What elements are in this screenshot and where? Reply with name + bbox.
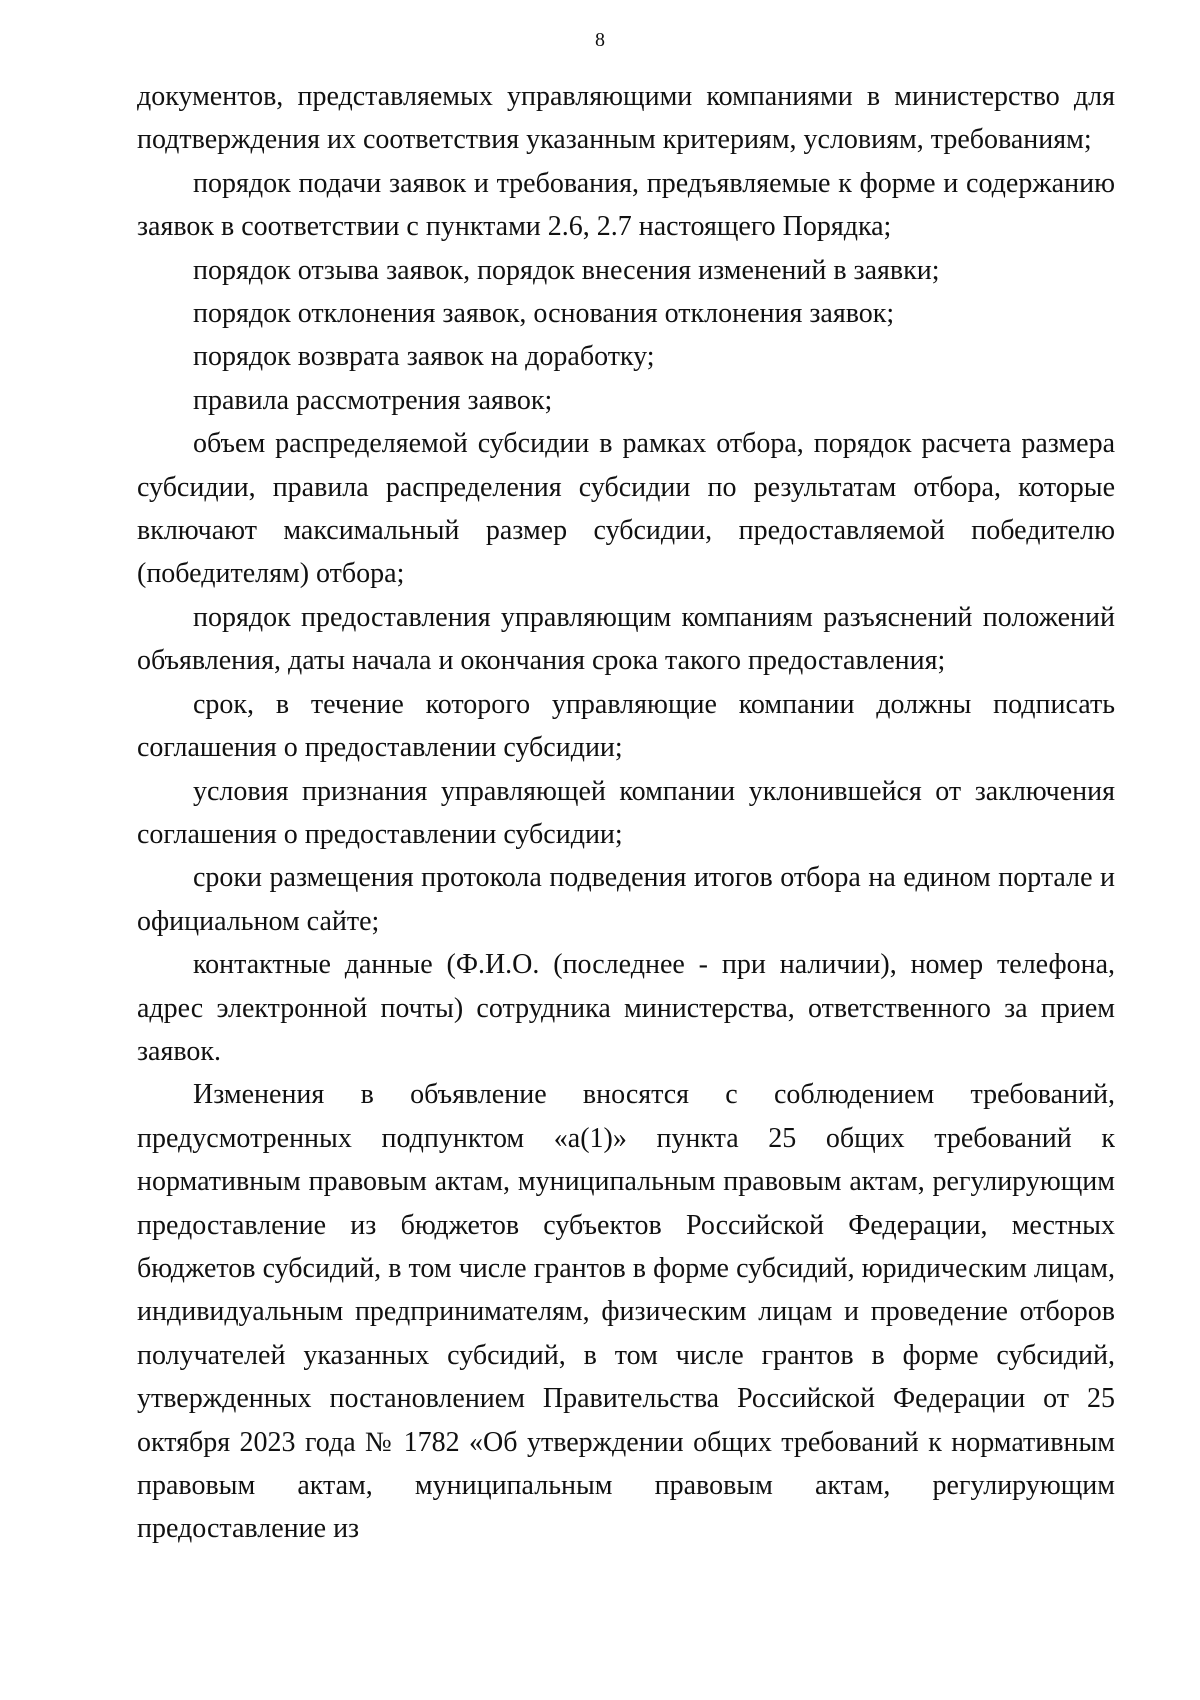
- paragraph-evasion-conditions: условия признания управляющей компании уклонившейся от заключения соглашения о предоставлении субсидии;: [137, 775, 1115, 850]
- paragraph-application-withdrawal: порядок отзыва заявок, порядок внесения изменений в заявки;: [193, 254, 940, 286]
- paragraph-contact-details: контактные данные (Ф.И.О. (последнее - при наличии), номер телефона, адрес электронной почты) сотрудника министерства, ответственного за прием заявок.: [137, 949, 1115, 1067]
- paragraph-protocol-deadlines: сроки размещения протокола подведения итогов отбора на едином портале и официальном сайте;: [137, 862, 1115, 937]
- paragraph-application-return: порядок возврата заявок на доработку;: [193, 341, 655, 373]
- page-number: 8: [595, 29, 605, 51]
- paragraph-review-rules: правила рассмотрения заявок;: [193, 384, 553, 416]
- paragraph-subsidy-volume: объем распределяемой субсидии в рамках отбора, порядок расчета размера субсидии, правила распределения субсидии по результатам отбора, которые включают максимальный размер субсидии, предоставляемой победителю (победителям) отбора;: [137, 428, 1115, 590]
- paragraph-application-rejection: порядок отклонения заявок, основания отклонения заявок;: [193, 298, 895, 330]
- paragraph-criteria-documents: документов, представляемых управляющими компаниями в министерство для подтверждения их соответствия указанным критериям, условиям, требованиям;: [137, 81, 1115, 156]
- paragraph-clarifications: порядок предоставления управляющим компаниям разъяснений положений объявления, даты начала и окончания срока такого предоставления;: [137, 601, 1115, 677]
- document-body: [137, 75, 1115, 1551]
- paragraph-signing-deadline: срок, в течение которого управляющие компании должны подписать соглашения о предоставлении субсидии;: [137, 688, 1115, 764]
- paragraph-announcement-changes: Изменения в объявление вносятся с соблюдением требований, предусмотренных подпунктом «а(1)» пункта 25 общих требований к нормативным правовым актам, муниципальным правовым актам, регулирующим предоставление из бюджетов субъектов Российской Федерации, местных бюджетов субсидий, в том числе грантов в форме субсидий, юридическим лицам, индивидуальным предпринимателям, физическим лицам и проведение отборов получателей указанных субсидий, в том числе грантов в форме субсидий, утвержденных постановлением Правительства Российской Федерации от 25 октября 2023 года № 1782 «Об утверждении общих требований к нормативным правовым актам, муниципальным правовым актам, регулирующим предоставление из: [137, 1079, 1115, 1545]
- paragraph-application-procedure: порядок подачи заявок и требования, предъявляемые к форме и содержанию заявок в соответствии с пунктами 2.6, 2.7 настоящего Порядка;: [137, 167, 1115, 243]
